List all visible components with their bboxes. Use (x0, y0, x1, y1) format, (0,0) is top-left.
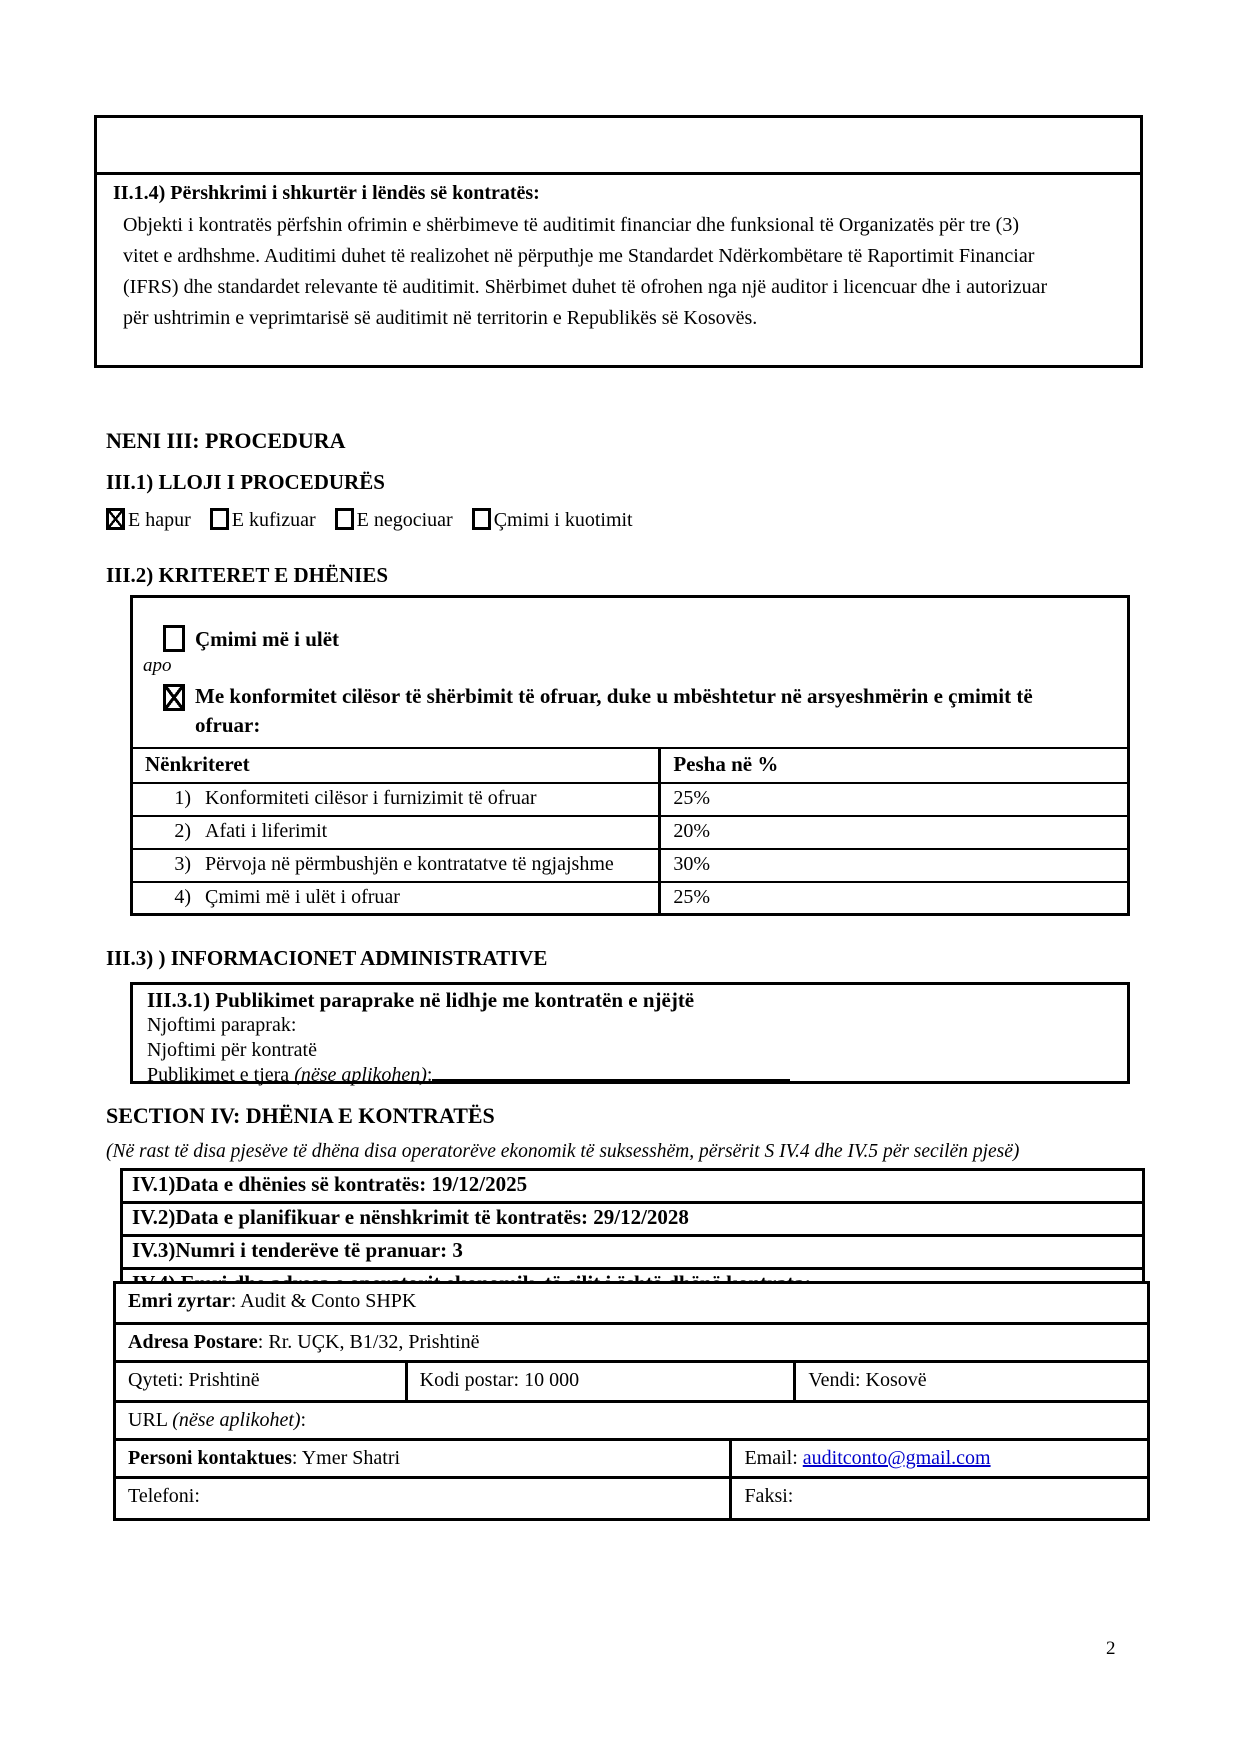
contract-description-text: Objekti i kontratës përfshin ofrimin e shërbimeve të auditimit financiar dhe funksional të Organizatës për tre (3) vitet e ardhshme. Auditimi duhet të realizohet në përputhje me Standardet Ndërkombëtare të Raportimit Financiar (IFRS) dhe standardet relevante të auditimit. Shërbimet duhet të ofrohen nga një auditor i licencuar dhe i autorizuar për ushtrimin e veprimtarisë së auditimit në territorin e Republikës së Kosovës. (123, 214, 1048, 329)
checkbox-unchecked-icon (335, 508, 354, 530)
postal-code-cell: Kodi postar: 10 000 (405, 1363, 794, 1400)
neni-iii-heading: NENI III: PROCEDURA (106, 428, 346, 453)
procedure-option-open (106, 509, 191, 531)
subcriteria-name: Çmimi më i ulët i ofruar (205, 886, 400, 908)
admin-info-heading: III.3) ) INFORMACIONET ADMINISTRATIVE (106, 946, 548, 970)
procedure-option-quotation-label: Çmimi i kuotimit (493, 509, 633, 531)
signing-date-row: IV.2)Data e planifikuar e nënshkrimit të kontratës: 29/12/2028 (120, 1201, 1145, 1237)
email-label: Email: (744, 1447, 803, 1469)
procedure-option-restricted-label: E kufizuar (231, 509, 316, 531)
subcriteria-weight-cell: 20% (660, 816, 1127, 849)
subcriteria-name-cell (133, 816, 660, 849)
contact-person-value: : Ymer Shatri (291, 1447, 401, 1469)
procedure-type-heading: III.1) LLOJI I PROCEDURËS (106, 470, 385, 494)
other-publications-line (147, 1063, 1113, 1088)
url-colon: : (300, 1409, 307, 1431)
other-publications-colon: : (426, 1064, 433, 1086)
subcriteria-name-cell (133, 783, 660, 816)
table-row (133, 783, 1127, 816)
prior-publications-heading: III.3.1) Publikimet paraprake në lidhje me kontratën e njëjtë (147, 988, 695, 1012)
procedure-option-quotation (472, 509, 633, 531)
postal-address-value: : Rr. UÇK, B1/32, Prishtinë (257, 1331, 480, 1353)
subcriteria-name: Afati i liferimit (205, 820, 328, 842)
city-cell: Qyteti: Prishtinë (128, 1369, 260, 1391)
empty-carryover-box (94, 115, 1143, 175)
checkbox-unchecked-icon (472, 508, 491, 530)
table-row (133, 882, 1127, 914)
table-row (113, 1281, 1150, 1325)
subcriteria-header-row (133, 748, 1127, 783)
procedure-option-negotiated (335, 509, 453, 531)
award-date-row: IV.1)Data e dhënies së kontratës: 19/12/2025 (120, 1168, 1145, 1204)
subcriteria-col2-header: Pesha në % (660, 748, 1127, 783)
checkbox-unchecked-icon (163, 625, 185, 652)
award-criteria-box (130, 595, 1130, 916)
checkbox-checked-icon (163, 684, 185, 711)
table-row (113, 1322, 1150, 1363)
procedure-option-restricted (210, 509, 316, 531)
contract-description-box (94, 172, 1143, 368)
postal-address-label: Adresa Postare (128, 1331, 258, 1353)
url-condition: (nëse aplikohet) (172, 1409, 301, 1431)
other-publications-label: Publikimet e tjera (147, 1064, 295, 1086)
table-row (133, 849, 1127, 882)
subcriteria-name-cell (133, 849, 660, 882)
other-publications-condition: (nëse aplikohen) (294, 1064, 427, 1086)
prior-notice-line: Njoftimi paraprak: (147, 1014, 297, 1036)
subcriteria-number: 3) (174, 853, 191, 875)
procedure-option-open-label: E hapur (128, 509, 191, 531)
table-row (113, 1400, 1150, 1441)
other-publications-blank-field (432, 1063, 790, 1081)
subcriteria-number: 2) (174, 820, 191, 842)
contact-person-label: Personi kontaktues (128, 1447, 292, 1469)
criteria-option-quality-label: Me konformitet cilësor të shërbimit të ofruar, duke u mbështetur në arsyeshmërin e çmimit të ofruar: (195, 684, 1033, 737)
tenders-received-row: IV.3)Numri i tenderëve të pranuar: 3 (120, 1234, 1145, 1270)
subcriteria-name: Konformiteti cilësor i furnizimit të ofruar (205, 787, 537, 809)
official-name-label: Emri zyrtar (128, 1290, 231, 1312)
subcriteria-name-cell (133, 882, 660, 914)
subcriteria-number: 1) (174, 787, 191, 809)
email-cell (729, 1441, 1147, 1476)
subcriteria-table (133, 747, 1127, 914)
procedure-option-negotiated-label: E negociuar (356, 509, 453, 531)
country-cell: Vendi: Kosovë (793, 1363, 1147, 1400)
table-row (113, 1438, 1150, 1479)
url-cell (116, 1403, 1147, 1438)
section-iv-note: (Në rast të disa pjesëve të dhëna disa operatorëve ekonomik të suksesshëm, përsërit S IV.4 dhe IV.5 për secilën pjesë) (106, 1141, 1020, 1162)
subcriteria-col1-header: Nënkriteret (133, 748, 660, 783)
section-iv-heading: SECTION IV: DHËNIA E KONTRATËS (106, 1103, 495, 1128)
subcriteria-weight-cell: 25% (660, 882, 1127, 914)
award-criteria-heading: III.2) KRITERET E DHËNIES (106, 563, 389, 587)
table-row (113, 1476, 1150, 1521)
subcriteria-name: Përvoja në përmbushjën e kontratatve të ngjajshme (205, 853, 614, 875)
contractor-table (113, 1284, 1150, 1521)
table-row (133, 816, 1127, 849)
checkbox-checked-icon (106, 508, 125, 530)
checkbox-unchecked-icon (210, 508, 229, 530)
official-name-cell (116, 1284, 1147, 1322)
criteria-option-quality (163, 682, 1127, 740)
url-label: URL (128, 1409, 173, 1431)
fax-cell: Faksi: (729, 1479, 1147, 1518)
contact-person-cell (116, 1441, 729, 1476)
criteria-or-label: apo (143, 655, 172, 676)
subcriteria-weight-cell: 30% (660, 849, 1127, 882)
contract-notice-line: Njoftimi për kontratë (147, 1039, 317, 1061)
contract-description-heading: II.1.4) Përshkrimi i shkurtër i lëndës së kontratës: (113, 182, 540, 204)
postal-address-cell (116, 1325, 1147, 1360)
procedure-options-row (106, 508, 647, 532)
table-row (113, 1360, 1150, 1403)
admin-info-box (130, 982, 1130, 1084)
email-link[interactable]: auditconto@gmail.com (802, 1447, 991, 1469)
criteria-option-lowest-price (163, 625, 1127, 652)
page-number: 2 (1106, 1638, 1116, 1659)
phone-cell: Telefoni: (128, 1485, 200, 1507)
official-name-value: : Audit & Conto SHPK (230, 1290, 417, 1312)
subcriteria-number: 4) (174, 886, 191, 908)
criteria-option-lowest-price-label: Çmimi më i ulët (195, 627, 340, 651)
subcriteria-weight-cell: 25% (660, 783, 1127, 816)
